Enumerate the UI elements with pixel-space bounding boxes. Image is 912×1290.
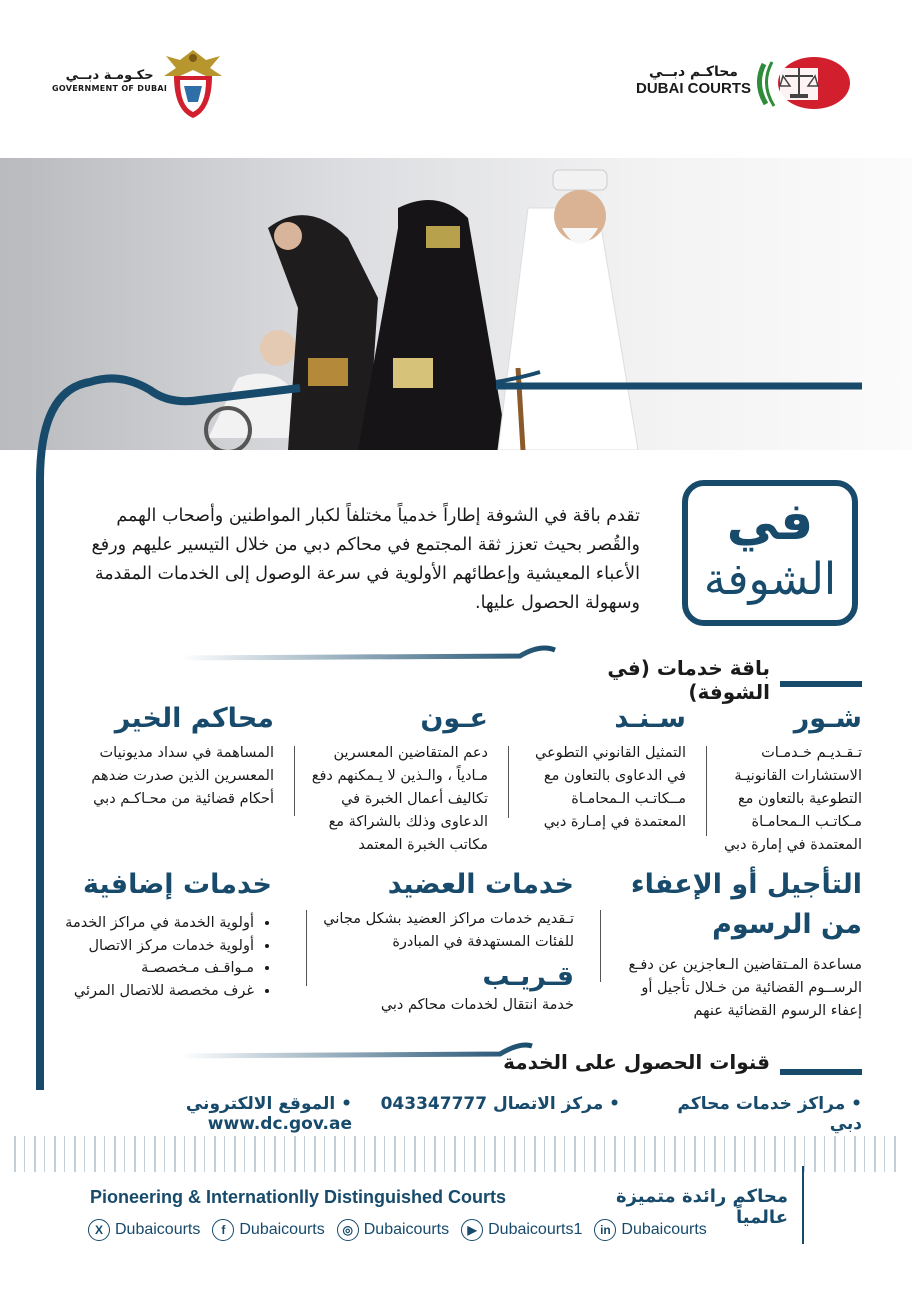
service-aldeed [322, 868, 574, 1017]
tagline-english: Pioneering & Internationlly Distinguished Courts [90, 1187, 507, 1207]
service-description: المساهمة في سداد مديونيات المعسرين الذين صدرت ضدهم أحكام قضائية من محـاكـم دبي [91, 745, 274, 807]
service-description: تـقديم خدمات مراكز العضيد بشكل مجاني للفئات المستهدفة في المبادرة [323, 911, 574, 950]
dubai-courts-wordmark [636, 64, 751, 97]
social-x-link[interactable] [88, 1219, 200, 1241]
logo-word-fi: في [726, 492, 814, 552]
x-icon: X [88, 1219, 110, 1241]
service-title-line1: التأجيل أو الإعفاء [630, 869, 862, 900]
social-instagram-link[interactable] [337, 1219, 449, 1241]
intro-paragraph: تقدم باقة في الشوفة إطاراً خدمياً مختلفاً لكبار المواطنين وأصحاب الهمم والقُصر بحيث تعزز ثقة المجتمع في محاكم دبي من خلال التيسير عليهم ورفع الأعباء المعيشية وإعطائهم الأولوية في سرعة الوصول إلى الخدمات المقدمة وسهولة الحصول عليها. [91, 506, 640, 613]
service-mahakem-alkhair [58, 702, 274, 811]
services-section-title: باقة خدمات (في الشوفة) [607, 656, 770, 704]
social-handle: Dubaicourts [239, 1221, 325, 1238]
courts-name-english: DUBAI COURTS [636, 80, 751, 98]
government-of-dubai-wordmark [52, 68, 167, 93]
service-title: عـون [420, 703, 488, 734]
channel-call-center: • مركز الاتصال 043347777 [380, 1094, 620, 1114]
service-description: دعم المتقاضين المعسرين مـادياً ، والـذين لا يـمكنهم دفع تكاليف أعمال الخبرة في الدعاوى وذلك بالشراكة مع مكاتب الخبرة المعتمد [311, 745, 488, 853]
social-youtube-link[interactable] [461, 1219, 582, 1241]
column-divider [508, 746, 509, 818]
logo-word-alshoufa: الشوفة [703, 554, 837, 605]
channel-website[interactable]: • الموقع الالكتروني www.dc.gov.ae [185, 1094, 352, 1134]
service-title: شـور [793, 703, 862, 734]
service-description: مساعدة المـتقاضين الـعاجزين عن دفـع الرســوم القضائية من خـلال تأجيل أو إعفاء الرسوم القضائية عنهم [628, 957, 862, 1019]
service-shour [712, 702, 862, 857]
service-deferral-exemption [606, 868, 862, 1023]
service-aoun [306, 702, 488, 857]
gov-name-english: GOVERNMENT OF DUBAI [52, 83, 168, 93]
service-title-line2: من الرسوم [712, 909, 862, 940]
list-item: • مـواقـف مـخصصـة [56, 957, 254, 980]
social-handle: Dubaicourts [363, 1221, 450, 1238]
service-title: سـنـد [614, 703, 686, 734]
column-divider [294, 746, 295, 816]
government-of-dubai-emblem-icon [158, 46, 228, 120]
service-qareeb-title: قـريـب [482, 961, 574, 992]
list-item: • أولوية خدمات مركز الاتصال [56, 935, 254, 958]
decorative-barcode-strip [14, 1136, 900, 1172]
column-divider [706, 746, 707, 836]
social-handle: Dubaicourts [115, 1221, 201, 1238]
linkedin-icon: in [594, 1219, 616, 1241]
channel-service-centers: • مراكز خدمات محاكم دبي [677, 1094, 862, 1134]
service-description: تـقـديـم خـدمـات الاستشارات القانونيـة التطوعية بالتعاون مع مـكاتـب الـمحامـاة المعتمدة في إمارة دبي [723, 745, 862, 853]
social-linkedin-link[interactable] [594, 1219, 706, 1241]
social-handle: Dubaicourts [621, 1221, 707, 1238]
service-sanad [516, 702, 686, 834]
service-title: خدمات إضافية [83, 869, 272, 900]
footer-vertical-divider [802, 1166, 804, 1244]
gov-name-arabic: حكـومـة دبــي [65, 68, 154, 83]
courts-name-arabic: محاكـم دبــي [649, 64, 738, 80]
dubai-courts-emblem-icon [752, 54, 852, 112]
channels-section-title: قنوات الحصول على الخدمة [503, 1050, 770, 1074]
additional-services-list [56, 912, 272, 1002]
service-description: التمثيل القانوني التطوعي في الدعاوى بالتعاون مع مــكاتـب الـمحامـاة المعتمدة في إمـارة دبي [535, 745, 686, 830]
social-media-row [88, 1216, 707, 1244]
service-qareeb-description: خدمة انتقال لخدمات محاكم دبي [380, 997, 574, 1013]
social-handle: Dubaicourts1 [488, 1221, 583, 1238]
youtube-icon: ▶ [461, 1219, 483, 1241]
list-item: • غرف مخصصة للاتصال المرئي [56, 980, 254, 1003]
column-divider [600, 910, 601, 982]
instagram-icon: ◎ [337, 1219, 359, 1241]
service-additional [56, 868, 272, 1002]
list-item: • أولوية الخدمة في مراكز الخدمة [56, 912, 254, 935]
social-facebook-link[interactable] [212, 1219, 324, 1241]
tagline-arabic: محاكم رائدة متميزة عالمياً [615, 1186, 788, 1228]
column-divider [306, 910, 307, 986]
facebook-icon: f [212, 1219, 234, 1241]
service-title: خدمات العضيد [387, 869, 574, 900]
service-title: محاكم الخير [114, 703, 274, 734]
